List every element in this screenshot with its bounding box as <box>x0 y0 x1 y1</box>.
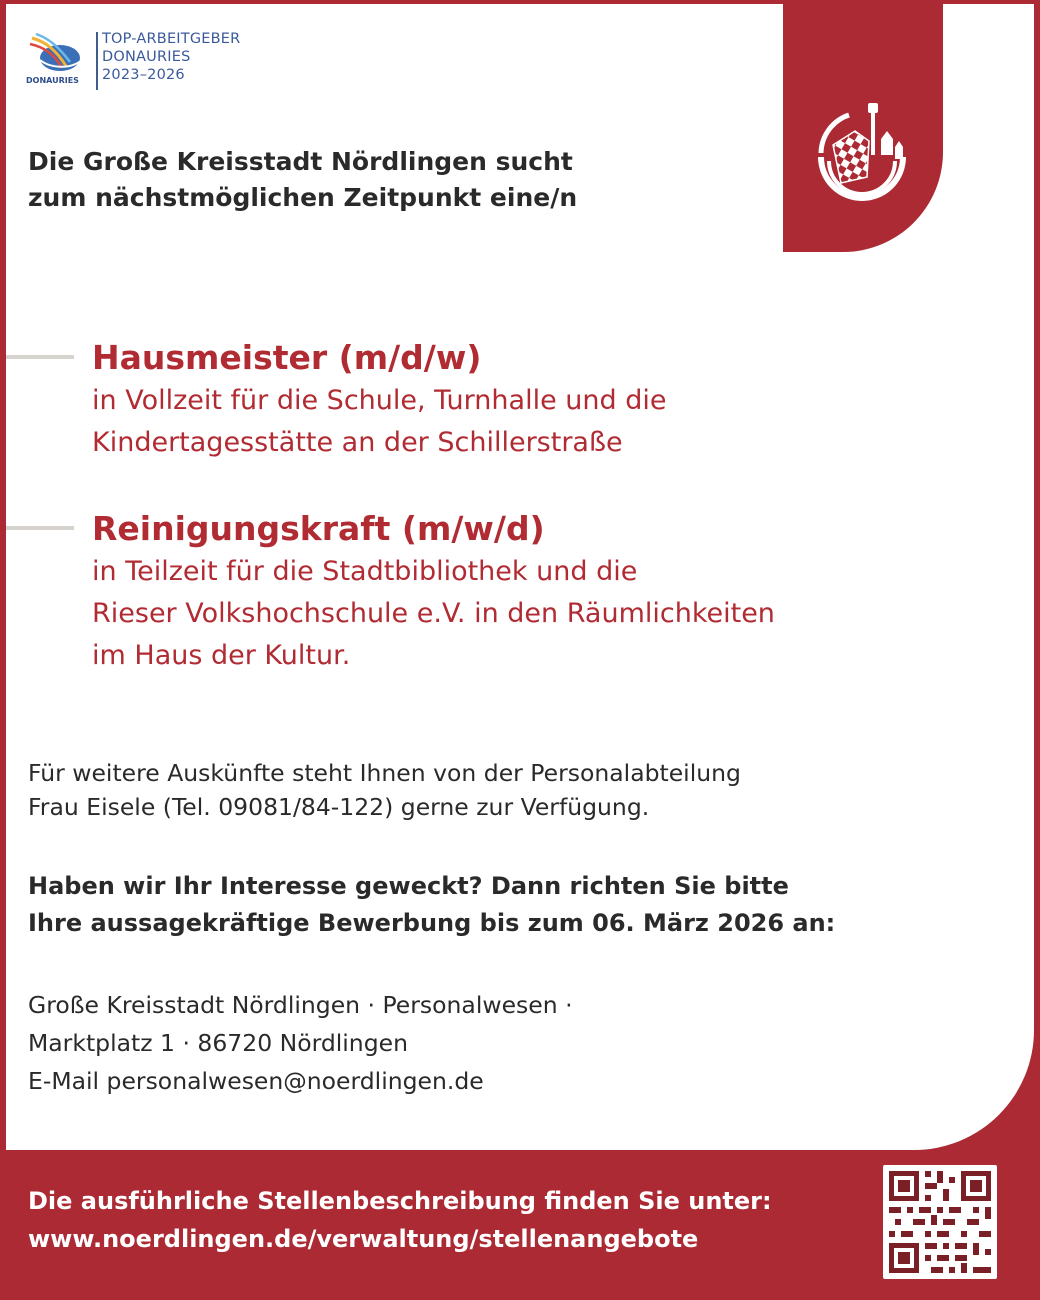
intro-line-2: zum nächstmöglichen Zeitpunkt eine/n <box>28 183 578 212</box>
footer-text <box>28 1182 888 1258</box>
award-brand-text: DONAURIES <box>26 76 79 85</box>
award-text <box>102 30 240 84</box>
application-call-to-action <box>28 868 1008 942</box>
job-1-desc-line-2: Kindertagesstätte an der Schillerstraße <box>92 427 623 458</box>
info-line-2: Frau Eisele (Tel. 09081/84-122) gerne zur Verfügung. <box>28 793 650 821</box>
intro-line-1: Die Große Kreisstadt Nördlingen sucht <box>28 147 573 176</box>
intro-text <box>28 144 728 216</box>
job-2-title: Reinigungskraft (m/w/d) <box>92 509 545 548</box>
job-listing-2 <box>92 507 992 677</box>
cta-line-1: Haben wir Ihr Interesse geweckt? Dann richten Sie bitte <box>28 872 789 900</box>
postal-address <box>28 986 988 1100</box>
noerdlingen-city-emblem-icon <box>807 97 917 207</box>
city-logo-tab <box>783 2 943 252</box>
award-line-1: TOP-ARBEITGEBER <box>102 31 241 47</box>
job-2-desc-line-3: im Haus der Kultur. <box>92 640 351 671</box>
footer-line-1: Die ausführliche Stellenbeschreibung finden Sie unter: <box>28 1187 772 1215</box>
cta-line-2: Ihre aussagekräftige Bewerbung bis zum 06. März 2026 an: <box>28 909 836 937</box>
job-offers-url[interactable]: www.noerdlingen.de/verwaltung/stellenangebote <box>28 1225 699 1253</box>
job-2-description <box>92 551 992 677</box>
award-badge <box>26 30 286 94</box>
award-divider <box>96 32 98 90</box>
contact-info <box>28 756 988 824</box>
email-link[interactable]: E-Mail personalwesen@noerdlingen.de <box>28 1067 484 1095</box>
job-1-desc-line-1: in Vollzeit für die Schule, Turnhalle und die <box>92 385 667 416</box>
address-line-1: Große Kreisstadt Nördlingen · Personalwesen · <box>28 991 573 1019</box>
address-line-2: Marktplatz 1 · 86720 Nördlingen <box>28 1029 408 1057</box>
donauries-swoosh-icon <box>26 30 92 76</box>
award-line-3: 2023–2026 <box>102 67 185 83</box>
job-2-desc-line-1: in Teilzeit für die Stadtbibliothek und die <box>92 556 638 587</box>
job-2-desc-line-2: Rieser Volkshochschule e.V. in den Räumlichkeiten <box>92 598 775 629</box>
job-1-description <box>92 380 992 464</box>
qr-code-icon[interactable] <box>883 1165 997 1279</box>
job-listing-1 <box>92 336 992 464</box>
info-line-1: Für weitere Auskünfte steht Ihnen von der Personalabteilung <box>28 759 741 787</box>
job-1-title: Hausmeister (m/d/w) <box>92 338 482 377</box>
award-line-2: DONAURIES <box>102 49 191 65</box>
job-2-dash <box>6 526 74 530</box>
job-1-dash <box>6 355 74 359</box>
